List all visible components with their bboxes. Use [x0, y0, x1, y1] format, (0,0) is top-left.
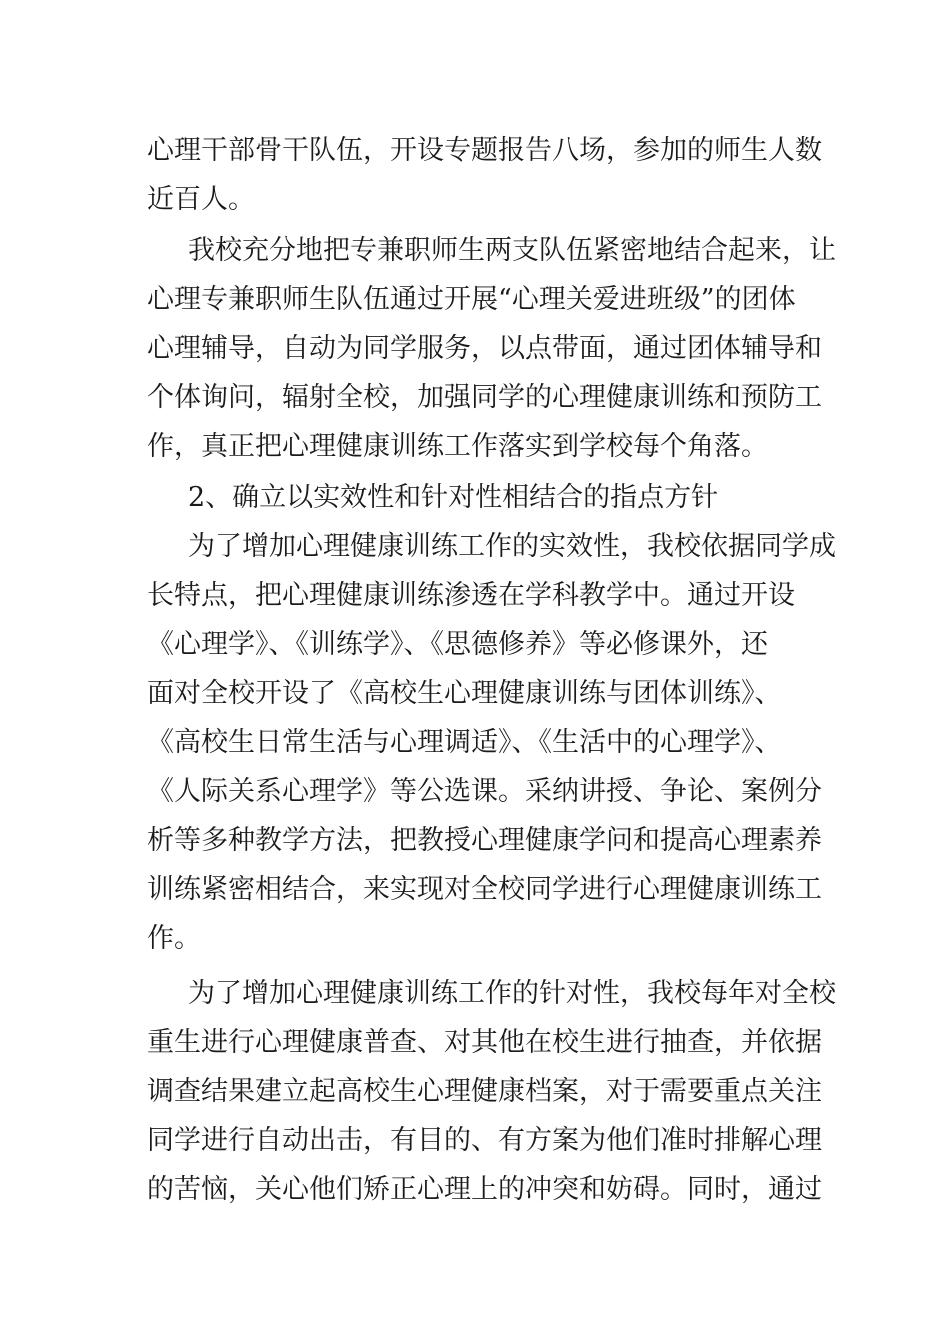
text-line: 个体询问，辐射全校，加强同学的心理健康训练和预防工 — [147, 382, 822, 413]
paragraph-2 — [147, 226, 836, 471]
text-line: 作。 — [147, 923, 201, 954]
text-line: 析等多种教学方法，把教授心理健康学问和提高心理素养 — [147, 825, 822, 856]
text-line: 心理专兼职师生队伍通过开展“心理关爱进班级”的团体 — [147, 284, 796, 315]
text-line: 《人际关系心理学》等公选课。采纳讲授、争论、案例分 — [147, 776, 822, 807]
text-line: 心理干部骨干队伍，开设专题报告八场，参加的师生人数 — [147, 135, 822, 166]
section-heading — [147, 473, 817, 522]
text-line: 《心理学》、《训练学》、《思德修养》等必修课外，还 — [147, 629, 768, 660]
text-line: 近百人。 — [147, 184, 255, 215]
paragraph-3 — [147, 522, 836, 963]
paragraph-1 — [147, 126, 822, 224]
text-line: 训练紧密相结合，来实现对全校同学进行心理健康训练工 — [147, 874, 822, 905]
text-line: 长特点，把心理健康训练渗透在学科教学中。通过开设 — [147, 580, 795, 611]
text-line: 重生进行心理健康普查、对其他在校生进行抽查，并依据 — [147, 1027, 822, 1058]
heading-line: 2、确立以实效性和针对性相结合的指点方针 — [188, 482, 719, 513]
text-line: 作，真正把心理健康训练工作落实到学校每个角落。 — [147, 431, 768, 462]
text-line: 同学进行自动出击，有目的、有方案为他们准时排解心理 — [147, 1125, 822, 1156]
paragraph-4 — [147, 969, 836, 1214]
text-line: 的苦恼，关心他们矫正心理上的冲突和妨碍。同时，通过 — [147, 1174, 822, 1205]
text-line: 为了增加心理健康训练工作的实效性，我校依据同学成 — [188, 531, 836, 562]
text-line: 我校充分地把专兼职师生两支队伍紧密地结合起来，让 — [188, 235, 836, 266]
text-line: 为了增加心理健康训练工作的针对性，我校每年对全校 — [188, 978, 836, 1009]
text-line: 调查结果建立起高校生心理健康档案，对于需要重点关注 — [147, 1076, 822, 1107]
text-line: 心理辅导，自动为同学服务，以点带面，通过团体辅导和 — [147, 333, 822, 364]
text-line: 《高校生日常生活与心理调适》、《生活中的心理学》、 — [147, 727, 782, 758]
text-line: 面对全校开设了《高校生心理健康训练与团体训练》、 — [147, 678, 782, 709]
